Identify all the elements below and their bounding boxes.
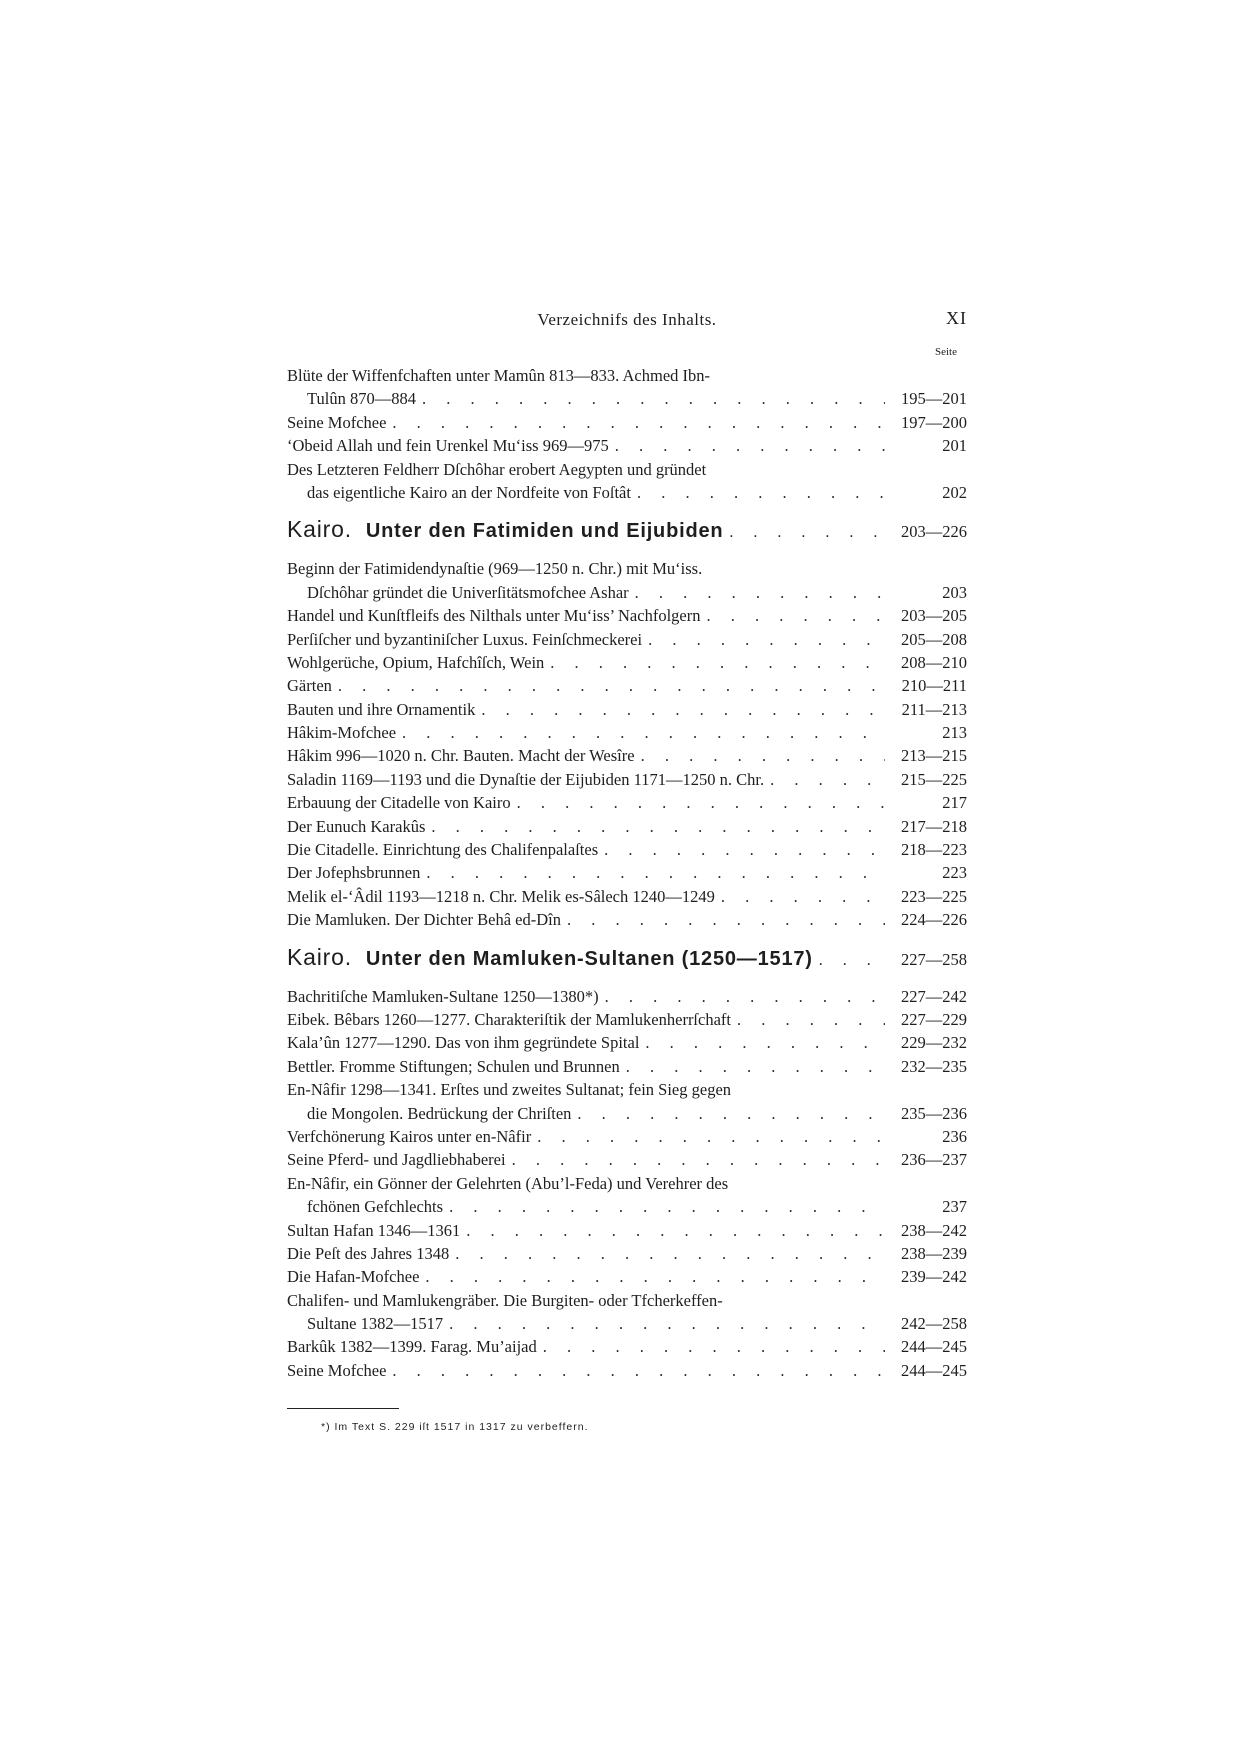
entry-pages: 215—225 bbox=[901, 769, 967, 789]
toc-entry-line bbox=[287, 838, 967, 861]
toc-entry-line bbox=[287, 1172, 967, 1195]
entry-pages: 227—242 bbox=[901, 986, 967, 1006]
entry-text: Hâkim 996—1020 n. Chr. Bauten. Macht der Wesîre bbox=[287, 746, 635, 766]
toc-entry bbox=[287, 1265, 967, 1288]
toc-entry-line bbox=[287, 1055, 967, 1078]
leader-dots bbox=[620, 1055, 885, 1078]
toc-entry bbox=[287, 908, 967, 931]
toc-entry-line bbox=[287, 651, 967, 674]
entry-pages: 213 bbox=[942, 723, 967, 743]
toc-entry-line bbox=[287, 1242, 967, 1265]
entry-text: Seine Mofchee bbox=[287, 412, 387, 432]
leader-dots bbox=[629, 581, 885, 604]
running-header bbox=[287, 300, 967, 340]
section-prefix: Kairo. bbox=[287, 943, 352, 970]
toc-entry-line bbox=[287, 387, 967, 410]
entry-text: Die Mamluken. Der Dichter Behâ ed-Dîn bbox=[287, 910, 561, 930]
leader-dots bbox=[635, 744, 885, 767]
entry-pages: 224—226 bbox=[901, 910, 967, 930]
leader-dots bbox=[599, 985, 885, 1008]
toc-block-intro bbox=[287, 364, 967, 504]
leader-dots bbox=[639, 1031, 885, 1054]
leader-dots bbox=[511, 791, 885, 814]
toc-entry bbox=[287, 1078, 967, 1125]
page-column-label: Seite bbox=[935, 346, 957, 358]
entry-text: Die Hafan-Mofchee bbox=[287, 1267, 420, 1287]
leader-dots bbox=[537, 1335, 885, 1358]
leader-dots bbox=[416, 387, 885, 410]
entry-pages: 203—205 bbox=[901, 606, 967, 626]
entry-text: Saladin 1169—1193 und die Dynaſtie der Eijubiden 1171—1250 n. Chr. bbox=[287, 769, 765, 789]
toc-entry bbox=[287, 1125, 967, 1148]
toc-entry-line bbox=[287, 1265, 967, 1288]
toc-entry-line bbox=[287, 721, 967, 744]
toc-entry bbox=[287, 1335, 967, 1358]
leader-dots bbox=[700, 604, 885, 627]
entry-text: Hâkim-Mofchee bbox=[287, 723, 397, 743]
toc-entry bbox=[287, 458, 967, 505]
toc-entry-line bbox=[287, 1312, 967, 1335]
entry-pages: 244—245 bbox=[901, 1360, 967, 1380]
entry-text: Der Jofephsbrunnen bbox=[287, 863, 421, 883]
entry-text: Der Eunuch Karakûs bbox=[287, 816, 426, 836]
toc-entry bbox=[287, 364, 967, 411]
leader-dots bbox=[561, 908, 885, 931]
section-pages: 203—226 bbox=[901, 522, 967, 542]
entry-text: fchönen Gefchlechts bbox=[307, 1197, 444, 1217]
leader-dots bbox=[475, 698, 885, 721]
toc-entry-line bbox=[287, 674, 967, 697]
section-pages: 227—258 bbox=[901, 949, 967, 969]
leader-dots bbox=[598, 838, 885, 861]
entry-pages: 227—229 bbox=[901, 1009, 967, 1029]
header-title: Verzeichnifs des Inhalts. bbox=[537, 310, 717, 329]
toc-entry-line bbox=[287, 1008, 967, 1031]
entry-text: Verfchönerung Kairos unter en-Nâfir bbox=[287, 1126, 532, 1146]
leader-dots bbox=[449, 1242, 885, 1265]
entry-text: Perſiſcher und byzantiniſcher Luxus. Feinſchmeckerei bbox=[287, 629, 643, 649]
entry-pages: 235—236 bbox=[901, 1103, 967, 1123]
toc-entry-line bbox=[287, 1219, 967, 1242]
leader-dots bbox=[396, 721, 885, 744]
entry-text: Die Peſt des Jahres 1348 bbox=[287, 1243, 450, 1263]
toc-entry bbox=[287, 885, 967, 908]
entry-pages: 223—225 bbox=[901, 886, 967, 906]
section-heading-mamluken bbox=[287, 939, 967, 975]
entry-text: Seine Pferd- und Jagdliebhaberei bbox=[287, 1150, 506, 1170]
entry-text: Sultane 1382—1517 bbox=[307, 1314, 444, 1334]
toc-entry-line bbox=[287, 581, 967, 604]
leader-dots bbox=[609, 434, 885, 457]
leader-dots bbox=[419, 1265, 885, 1288]
entry-pages: 201 bbox=[942, 436, 967, 456]
entry-text: Handel und Kunſtfleifs des Nilthals unter Mu‘iss’ Nachfolgern bbox=[287, 606, 701, 626]
toc-entry-line bbox=[287, 698, 967, 721]
entry-text: Barkûk 1382—1399. Farag. Mu’aijad bbox=[287, 1337, 537, 1357]
entry-text: die Mongolen. Bedrückung der Chriſten bbox=[307, 1103, 572, 1123]
entry-text: Bettler. Fromme Stiftungen; Schulen und Brunnen bbox=[287, 1056, 620, 1076]
entry-text: En-Nâfir, ein Gönner der Gelehrten (Abu’l-Feda) und Verehrer des bbox=[287, 1173, 729, 1193]
toc-entry bbox=[287, 557, 967, 604]
entry-pages: 237 bbox=[942, 1197, 967, 1217]
entry-text: Sultan Hafan 1346—1361 bbox=[287, 1220, 461, 1240]
leader-dots bbox=[425, 815, 885, 838]
toc-entry-line bbox=[287, 791, 967, 814]
entry-pages: 244—245 bbox=[901, 1337, 967, 1357]
toc-entry bbox=[287, 1219, 967, 1242]
toc-entry bbox=[287, 1031, 967, 1054]
entry-pages: 211—213 bbox=[901, 699, 967, 719]
section-heading-text bbox=[287, 939, 813, 977]
entry-pages: 213—215 bbox=[901, 746, 967, 766]
toc-entry bbox=[287, 674, 967, 697]
entry-text: Tulûn 870—884 bbox=[307, 389, 416, 409]
toc-block-fatimiden bbox=[287, 557, 967, 931]
toc-entry bbox=[287, 698, 967, 721]
footnote: *) Im Text S. 229 iſt 1517 in 1317 zu verbeffern. bbox=[321, 1421, 589, 1434]
entry-text: Kala’ûn 1277—1290. Das von ihm gegründete Spital bbox=[287, 1033, 640, 1053]
leader-dots bbox=[386, 1359, 885, 1382]
leader-dots bbox=[642, 628, 885, 651]
entry-pages: 232—235 bbox=[901, 1056, 967, 1076]
entry-pages: 238—242 bbox=[901, 1220, 967, 1240]
entry-text: das eigentliche Kairo an der Nordfeite von Foſtât bbox=[307, 482, 631, 502]
entry-pages: 217 bbox=[942, 793, 967, 813]
leader-dots bbox=[460, 1219, 885, 1242]
toc-entry bbox=[287, 1172, 967, 1219]
entry-pages: 242—258 bbox=[901, 1314, 967, 1334]
toc-entry bbox=[287, 861, 967, 884]
toc-entry bbox=[287, 1359, 967, 1382]
toc-entry bbox=[287, 815, 967, 838]
toc-entry-line bbox=[287, 1148, 967, 1171]
leader-dots bbox=[332, 674, 885, 697]
toc-entry-line bbox=[287, 557, 967, 580]
toc-entry-line bbox=[287, 434, 967, 457]
entry-pages: 229—232 bbox=[901, 1033, 967, 1053]
entry-pages: 218—223 bbox=[901, 840, 967, 860]
entry-pages: 238—239 bbox=[901, 1243, 967, 1263]
section-title: Unter den Fatimiden und Eijubiden bbox=[365, 520, 724, 543]
entry-text: Seine Mofchee bbox=[287, 1360, 387, 1380]
toc-entry-line bbox=[287, 1289, 967, 1312]
leader-dots bbox=[506, 1148, 885, 1171]
entry-text: Blüte der Wiffenfchaften unter Mamûn 813—833. Achmed Ibn- bbox=[287, 366, 711, 385]
entry-text: Bachritiſche Mamluken-Sultane 1250—1380*) bbox=[287, 986, 599, 1006]
leader-dots bbox=[544, 651, 885, 674]
toc-entry-line bbox=[287, 744, 967, 767]
section-prefix: Kairo. bbox=[287, 516, 352, 543]
toc-entry-line bbox=[287, 1195, 967, 1218]
leader-dots bbox=[631, 481, 885, 504]
toc-entry-line bbox=[287, 1078, 967, 1101]
toc-entry bbox=[287, 985, 967, 1008]
entry-pages: 205—208 bbox=[901, 629, 967, 649]
entry-pages: 195—201 bbox=[901, 389, 967, 409]
toc-entry bbox=[287, 604, 967, 627]
entry-text: Gärten bbox=[287, 676, 332, 696]
toc-entry-line bbox=[287, 604, 967, 627]
leader-dots bbox=[443, 1312, 885, 1335]
toc-entry-line bbox=[287, 985, 967, 1008]
toc-entry bbox=[287, 411, 967, 434]
section-heading-text bbox=[287, 511, 723, 549]
entry-text: Des Letzteren Feldherr Dſchôhar erobert Aegypten und gründet bbox=[287, 459, 707, 479]
entry-text: Erbauung der Citadelle von Kairo bbox=[287, 793, 511, 813]
page-number: XI bbox=[946, 308, 967, 328]
toc-entry bbox=[287, 1055, 967, 1078]
entry-pages: 223 bbox=[942, 863, 967, 883]
toc-entry-line bbox=[287, 1359, 967, 1382]
toc-entry-line bbox=[287, 1125, 967, 1148]
toc-entry-line bbox=[287, 1031, 967, 1054]
entry-text: Beginn der Fatimidendynaſtie (969—1250 n. Chr.) mit Mu‘iss. bbox=[287, 559, 703, 579]
toc-page bbox=[287, 300, 967, 1433]
leader-dots bbox=[443, 1195, 885, 1218]
leader-dots bbox=[715, 885, 885, 908]
entry-pages: 210—211 bbox=[901, 676, 967, 696]
entry-pages: 208—210 bbox=[901, 652, 967, 672]
entry-text: Dſchôhar gründet die Univerſitätsmofchee Ashar bbox=[307, 582, 629, 602]
entry-text: Chalifen- und Mamlukengräber. Die Burgiten- oder Tfcherkeffen- bbox=[287, 1290, 723, 1310]
toc-entry-line bbox=[287, 885, 967, 908]
section-title: Unter den Mamluken-Sultanen (1250—1517) bbox=[365, 947, 813, 970]
toc-entry-line bbox=[287, 411, 967, 434]
leader-dots bbox=[571, 1102, 885, 1125]
toc-entry-line bbox=[287, 768, 967, 791]
toc-entry bbox=[287, 721, 967, 744]
toc-entry bbox=[287, 768, 967, 791]
toc-entry bbox=[287, 1289, 967, 1336]
toc-entry-line bbox=[287, 481, 967, 504]
toc-entry bbox=[287, 744, 967, 767]
toc-entry-line bbox=[287, 861, 967, 884]
toc-block-mamluken bbox=[287, 985, 967, 1383]
entry-text: Bauten und ihre Ornamentik bbox=[287, 699, 476, 719]
leader-dots bbox=[531, 1125, 885, 1148]
toc-entry-line bbox=[287, 458, 967, 481]
entry-pages: 202 bbox=[942, 482, 967, 502]
entry-pages: 236—237 bbox=[901, 1150, 967, 1170]
entry-pages: 203 bbox=[942, 582, 967, 602]
toc-entry-line bbox=[287, 908, 967, 931]
toc-entry bbox=[287, 791, 967, 814]
leader-dots bbox=[764, 768, 885, 791]
entry-text: Wohlgerüche, Opium, Hafchîſch, Wein bbox=[287, 652, 545, 672]
entry-text: Die Citadelle. Einrichtung des Chalifenpalaſtes bbox=[287, 840, 599, 860]
leader-dots bbox=[813, 943, 885, 979]
toc-entry-line bbox=[287, 628, 967, 651]
leader-dots bbox=[723, 515, 885, 551]
entry-text: Melik el-‘Âdil 1193—1218 n. Chr. Melik es-Sâlech 1240—1249 bbox=[287, 886, 715, 906]
toc-entry-line bbox=[287, 815, 967, 838]
entry-pages: 236 bbox=[942, 1126, 967, 1146]
toc-entry bbox=[287, 628, 967, 651]
entry-text: En-Nâfir 1298—1341. Erſtes und zweites Sultanat; fein Sieg gegen bbox=[287, 1080, 732, 1100]
entry-pages: 217—218 bbox=[901, 816, 967, 836]
leader-dots bbox=[420, 861, 885, 884]
entry-pages: 197—200 bbox=[901, 412, 967, 432]
toc-entry bbox=[287, 838, 967, 861]
toc-entry bbox=[287, 1008, 967, 1031]
toc-entry bbox=[287, 1242, 967, 1265]
toc-entry bbox=[287, 1148, 967, 1171]
toc-entry bbox=[287, 434, 967, 457]
section-heading-fatimiden bbox=[287, 511, 967, 547]
toc-entry-line bbox=[287, 1102, 967, 1125]
entry-pages: 239—242 bbox=[901, 1267, 967, 1287]
toc-entry-line bbox=[287, 364, 967, 387]
toc-entry-line bbox=[287, 1335, 967, 1358]
leader-dots bbox=[731, 1008, 885, 1031]
footnote-rule bbox=[287, 1408, 399, 1409]
toc-entry bbox=[287, 651, 967, 674]
leader-dots bbox=[386, 411, 885, 434]
entry-text: ‘Obeid Allah und fein Urenkel Mu‘iss 969—975 bbox=[287, 436, 609, 456]
entry-text: Eibek. Bêbars 1260—1277. Charakteriſtik der Mamlukenherrſchaft bbox=[287, 1009, 731, 1029]
